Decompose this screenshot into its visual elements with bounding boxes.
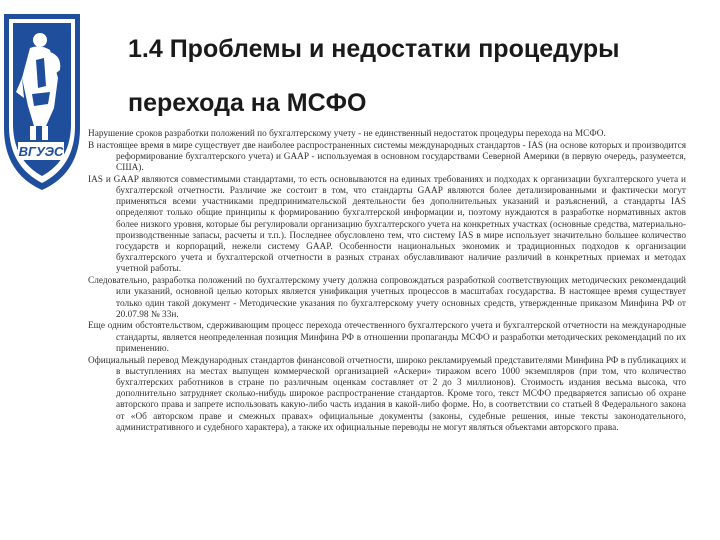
body-paragraph: Еще одним обстоятельством, сдерживающим процесс перехода отечественного бухгалтерского учета и бухгалтерской отчетности на международные стандарты, является неопределенная позиция Минфина РФ в отношении пропаганды МСФО и разработки методических рекомендаций по их применению. [88, 321, 686, 354]
slide-title-line-2: перехода на МСФО [128, 89, 367, 117]
body-paragraph: Официальный перевод Международных стандартов финансовой отчетности, широко рекламируемый представителями Минфина РФ в публикациях и в выступлениях на местах выпущен коммерческой организацией «Аскери» тиражом всего 1000 экземпляров (при том, что количество бухгалтерских работников в стране по различным оценкам составляет от 2 до 3 миллионов). Стоимость издания весьма высока, что дополнительно затрудняет сколько-нибудь широкое распространение стандартов. Кроме того, текст МСФО предваряется записью об охране авторского права и запрете использовать какую-либо часть издания в какой-либо форме. Но, в соответствии со статьей 8 Федерального закона от «Об авторском праве и смежных правах» официальные документы (законы, судебные решения, иные тексты законодательного, административного и судебного характера), а также их официальные переводы не могут являться объектами авторского права. [88, 355, 686, 433]
body-paragraph: Следовательно, разработка положений по бухгалтерскому учету должна сопровождаться разработкой соответствующих методических рекомендаций или указаний, основной целью которых является унификация учетных процессов в масштабах государства. В настоящее время существует только один такой документ - Методические указания по бухгалтерскому учету основных средств, утвержденные приказом Минфина РФ от 20.07.98 № 33н. [88, 276, 686, 320]
slide-body [88, 129, 686, 434]
body-paragraph: В настоящее время в мире существует две наиболее распространенных системы международных стандартов - IAS (на основе которых и производится реформирование бухгалтерского учета) и GAAP - используемая в основном государствами Северной Америки (в первую очередь, разумеется, США). [88, 140, 686, 174]
body-paragraph: Нарушение сроков разработки положений по бухгалтерскому учету - не единственный недостаток процедуры перехода на МСФО. [88, 129, 606, 139]
university-logo [0, 8, 82, 193]
slide-title-line-1: 1.4 Проблемы и недостатки процедуры [128, 35, 620, 63]
slide-title [128, 22, 713, 130]
university-emblem-icon [0, 8, 82, 193]
body-paragraph: IAS и GAAP являются совместимыми стандартами, то есть основываются на единых требованиях и подходах к организации бухгалтерского учета и бухгалтерской отчетности. Различие же состоит в том, что стандарты GAAP являются более детализированными и фактически могут применяться всеми участниками предпринимательской деятельности без дополнительных указаний и разъяснений, а стандарты IAS определяют только общие принципы к формированию бухгалтерской информации и, поэтому нуждаются в разработке нормативных актов более низкого уровня, которые бы регулировали организацию бухгалтерского учета на конкретных участках (основные средства, материально-производственные запасы, расчеты и т.п.). Последнее обусловлено тем, что систему IAS в мире использует значительно большее количество государств и корпораций, нежели систему GAAP. Особенности национальных экономик и традиционных подходов к организации бухгалтерского учета и бухгалтерской отчетности в разных странах обуславливают наличие различий в конкретных приемах и методах учетной работы. [88, 174, 686, 275]
logo-text: ВГУЭС [18, 144, 64, 159]
